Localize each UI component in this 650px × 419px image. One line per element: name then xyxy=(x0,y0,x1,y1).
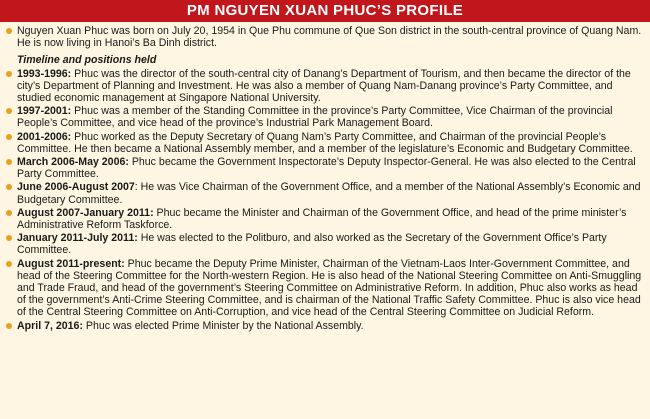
intro-item xyxy=(6,25,642,49)
bullet-icon xyxy=(6,323,12,329)
bullet-icon xyxy=(6,108,12,114)
timeline-item xyxy=(6,156,642,180)
timeline-period: April 7, 2016: xyxy=(17,319,83,332)
timeline-period: 2001-2006: xyxy=(17,130,72,143)
timeline-period: January 2011-July 2011: xyxy=(17,232,138,245)
timeline-period: March 2006-May 2006: xyxy=(17,156,129,169)
intro-text: Nguyen Xuan Phuc was born on July 20, 1954 in Que Phu commune of Que Son district in the south-central province of Quang Nam. He is now living in Hanoi’s Ba Dinh district. xyxy=(17,25,642,50)
timeline-item xyxy=(6,181,642,205)
bullet-icon xyxy=(6,210,12,216)
timeline-item xyxy=(6,232,642,256)
timeline-period: 1993-1996: xyxy=(17,67,72,80)
timeline-item xyxy=(6,320,642,332)
timeline-item xyxy=(6,207,642,231)
timeline-item xyxy=(6,131,642,155)
bullet-icon xyxy=(6,159,12,165)
timeline-description: Phuc became the Deputy Prime Minister, Chairman of the Vietnam-Laos Inter-Government Committee, and head of the Steering Committee for the North-western Region. He is also head of the National Steering Committee on Anti-Smuggling and Trade Fraud, and head of the government’s Steering Committee on Administrative Reform. In addition, Phuc also works as head of the government’s Anti-Crime Steering Committee, and is chairman of the National Traffic Safety Committee. Phuc is also vice head of the Central Steering Committee on Anti-Corruption, and vice head of the Central Steering Committee on Judicial Reform. xyxy=(17,257,642,319)
profile-content xyxy=(0,22,650,332)
bullet-icon xyxy=(6,28,12,34)
bullet-icon xyxy=(6,261,12,267)
timeline-period: August 2011-present: xyxy=(17,257,125,270)
timeline-description: Phuc worked as the Deputy Secretary of Quang Nam’s Party Committee, and Chairman of the provincial People’s Committee. He then became a National Assembly member, and a member of the legislature’s Economic and Budgetary Committee. xyxy=(17,130,633,155)
bullet-icon xyxy=(6,71,12,77)
timeline-period: 1997-2001: xyxy=(17,105,72,118)
timeline-description: Phuc was a member of the Standing Committee in the province’s Party Committee, Vice Chairman of the provincial People’s Committee, and vice head of the province’s Industrial Park Management Board. xyxy=(17,105,613,130)
bullet-icon xyxy=(6,184,12,190)
timeline-period: August 2007-January 2011: xyxy=(17,206,154,219)
timeline-description: He was elected to the Politburo, and also worked as the Secretary of the Government Office’s Party Committee. xyxy=(17,232,607,257)
timeline-description: Phuc became the Minister and Chairman of the Government Office, and head of the prime minister’s Administrative Reform Taskforce. xyxy=(17,206,627,232)
section-heading: Timeline and positions held xyxy=(17,54,157,67)
timeline-description: Phuc was elected Prime Minister by the National Assembly. xyxy=(82,319,364,332)
bullet-icon xyxy=(6,235,12,241)
page-title: PM NGUYEN XUAN PHUC’S PROFILE xyxy=(0,0,650,22)
timeline-description: Phuc was the director of the south-central city of Danang’s Department of Tourism, and then became the director of the city’s Department of Planning and Investment. He was also a member of Quang Nam-Danang province’s Party Committee, and studied economic management at Singapore National University. xyxy=(17,67,631,105)
timeline-period: June 2006-August 2007 xyxy=(17,181,135,194)
timeline-item xyxy=(6,105,642,129)
timeline-item xyxy=(6,68,642,105)
bullet-icon xyxy=(6,134,12,140)
timeline-description: : He was Vice Chairman of the Government Office, and a member of the National Assembly’s Economic and Budgetary Committee. xyxy=(17,181,641,206)
timeline-description: Phuc became the Government Inspectorate’s Deputy Inspector-General. He was also elected to the Central Party Committee. xyxy=(17,156,636,181)
timeline-item xyxy=(6,258,642,319)
timeline-list xyxy=(6,68,642,332)
